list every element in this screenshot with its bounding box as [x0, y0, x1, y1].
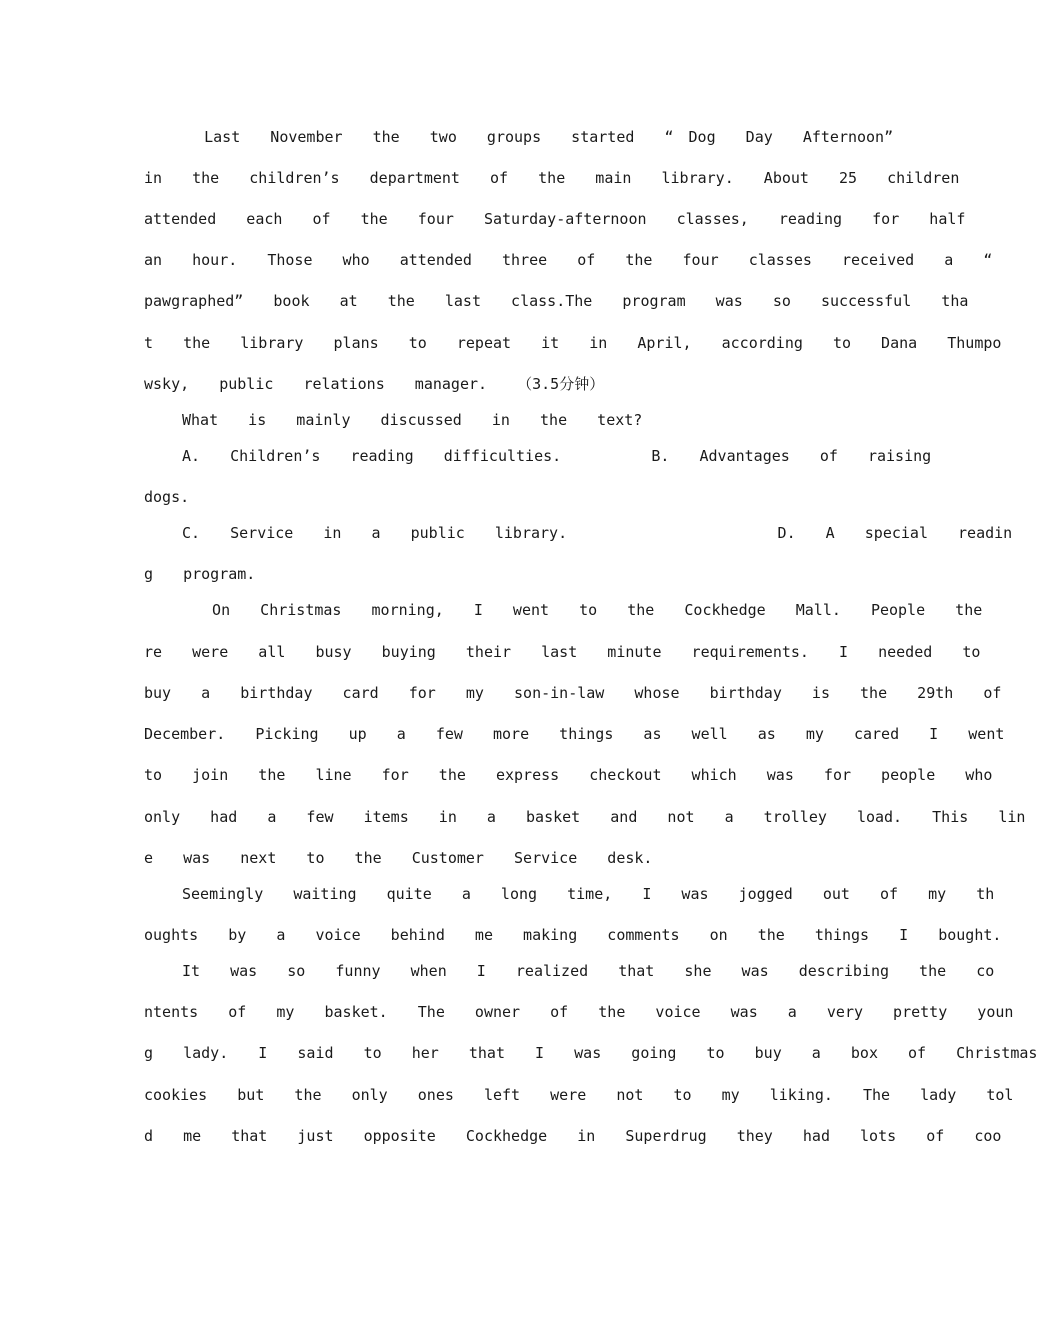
passage1-line-5: pawgraphed” book at the last class.The program was so successful tha: [144, 292, 969, 310]
passage2-line-12: g lady. I said to her that I was going to buy a box of Christmas: [144, 1044, 1037, 1062]
passage2-line-2: re were all busy buying their last minute requirements. I needed to: [144, 643, 981, 661]
question-options-line-4: g program.: [144, 565, 256, 583]
passage2-line-7: e was next to the Customer Service desk.: [144, 849, 653, 867]
passage2-line-5: to join the line for the express checkout which was for people who: [144, 766, 993, 784]
passage2-line-13: cookies but the only ones left were not to my liking. The lady tol: [144, 1086, 1014, 1104]
passage1-line-1: Last November the two groups started “ Dog Day Afternoon”: [144, 128, 894, 146]
passage2-line-11: ntents of my basket. The owner of the voice was a very pretty youn: [144, 1003, 1014, 1021]
question-options-line-1: A. Children’s reading difficulties. B. Advantages of raising: [182, 447, 932, 465]
passage1-line-2: in the children’s department of the main library. About 25 children: [144, 169, 960, 187]
passage1-line-6: t the library plans to repeat it in April, according to Dana Thumpo: [144, 334, 1002, 352]
passage2-line-8: Seemingly waiting quite a long time, I was jogged out of my th: [182, 885, 995, 903]
question-options-line-3: C. Service in a public library. D. A special readin: [182, 524, 1013, 542]
question-stem: What is mainly discussed in the text?: [182, 411, 643, 429]
passage2-line-14: d me that just opposite Cockhedge in Superdrug they had lots of coo: [144, 1127, 1002, 1145]
question-options-line-2: dogs.: [144, 488, 190, 506]
passage2-line-6: only had a few items in a basket and not a trolley load. This lin: [144, 808, 1026, 826]
passage2-line-3: buy a birthday card for my son-in-law whose birthday is the 29th of: [144, 684, 1002, 702]
passage2-line-9: oughts by a voice behind me making comments on the things I bought.: [144, 926, 1002, 944]
passage1-line-7: wsky, public relations manager. （3.5分钟）: [144, 375, 605, 393]
passage2-line-1: On Christmas morning, I went to the Cockhedge Mall. People the: [182, 601, 983, 619]
passage1-line-3: attended each of the four Saturday-afternoon classes, reading for half: [144, 210, 966, 228]
passage2-line-4: December. Picking up a few more things as well as my cared I went: [144, 725, 1005, 743]
passage1-line-4: an hour. Those who attended three of the four classes received a “: [144, 251, 993, 269]
passage2-line-10: It was so funny when I realized that she was describing the co: [182, 962, 995, 980]
